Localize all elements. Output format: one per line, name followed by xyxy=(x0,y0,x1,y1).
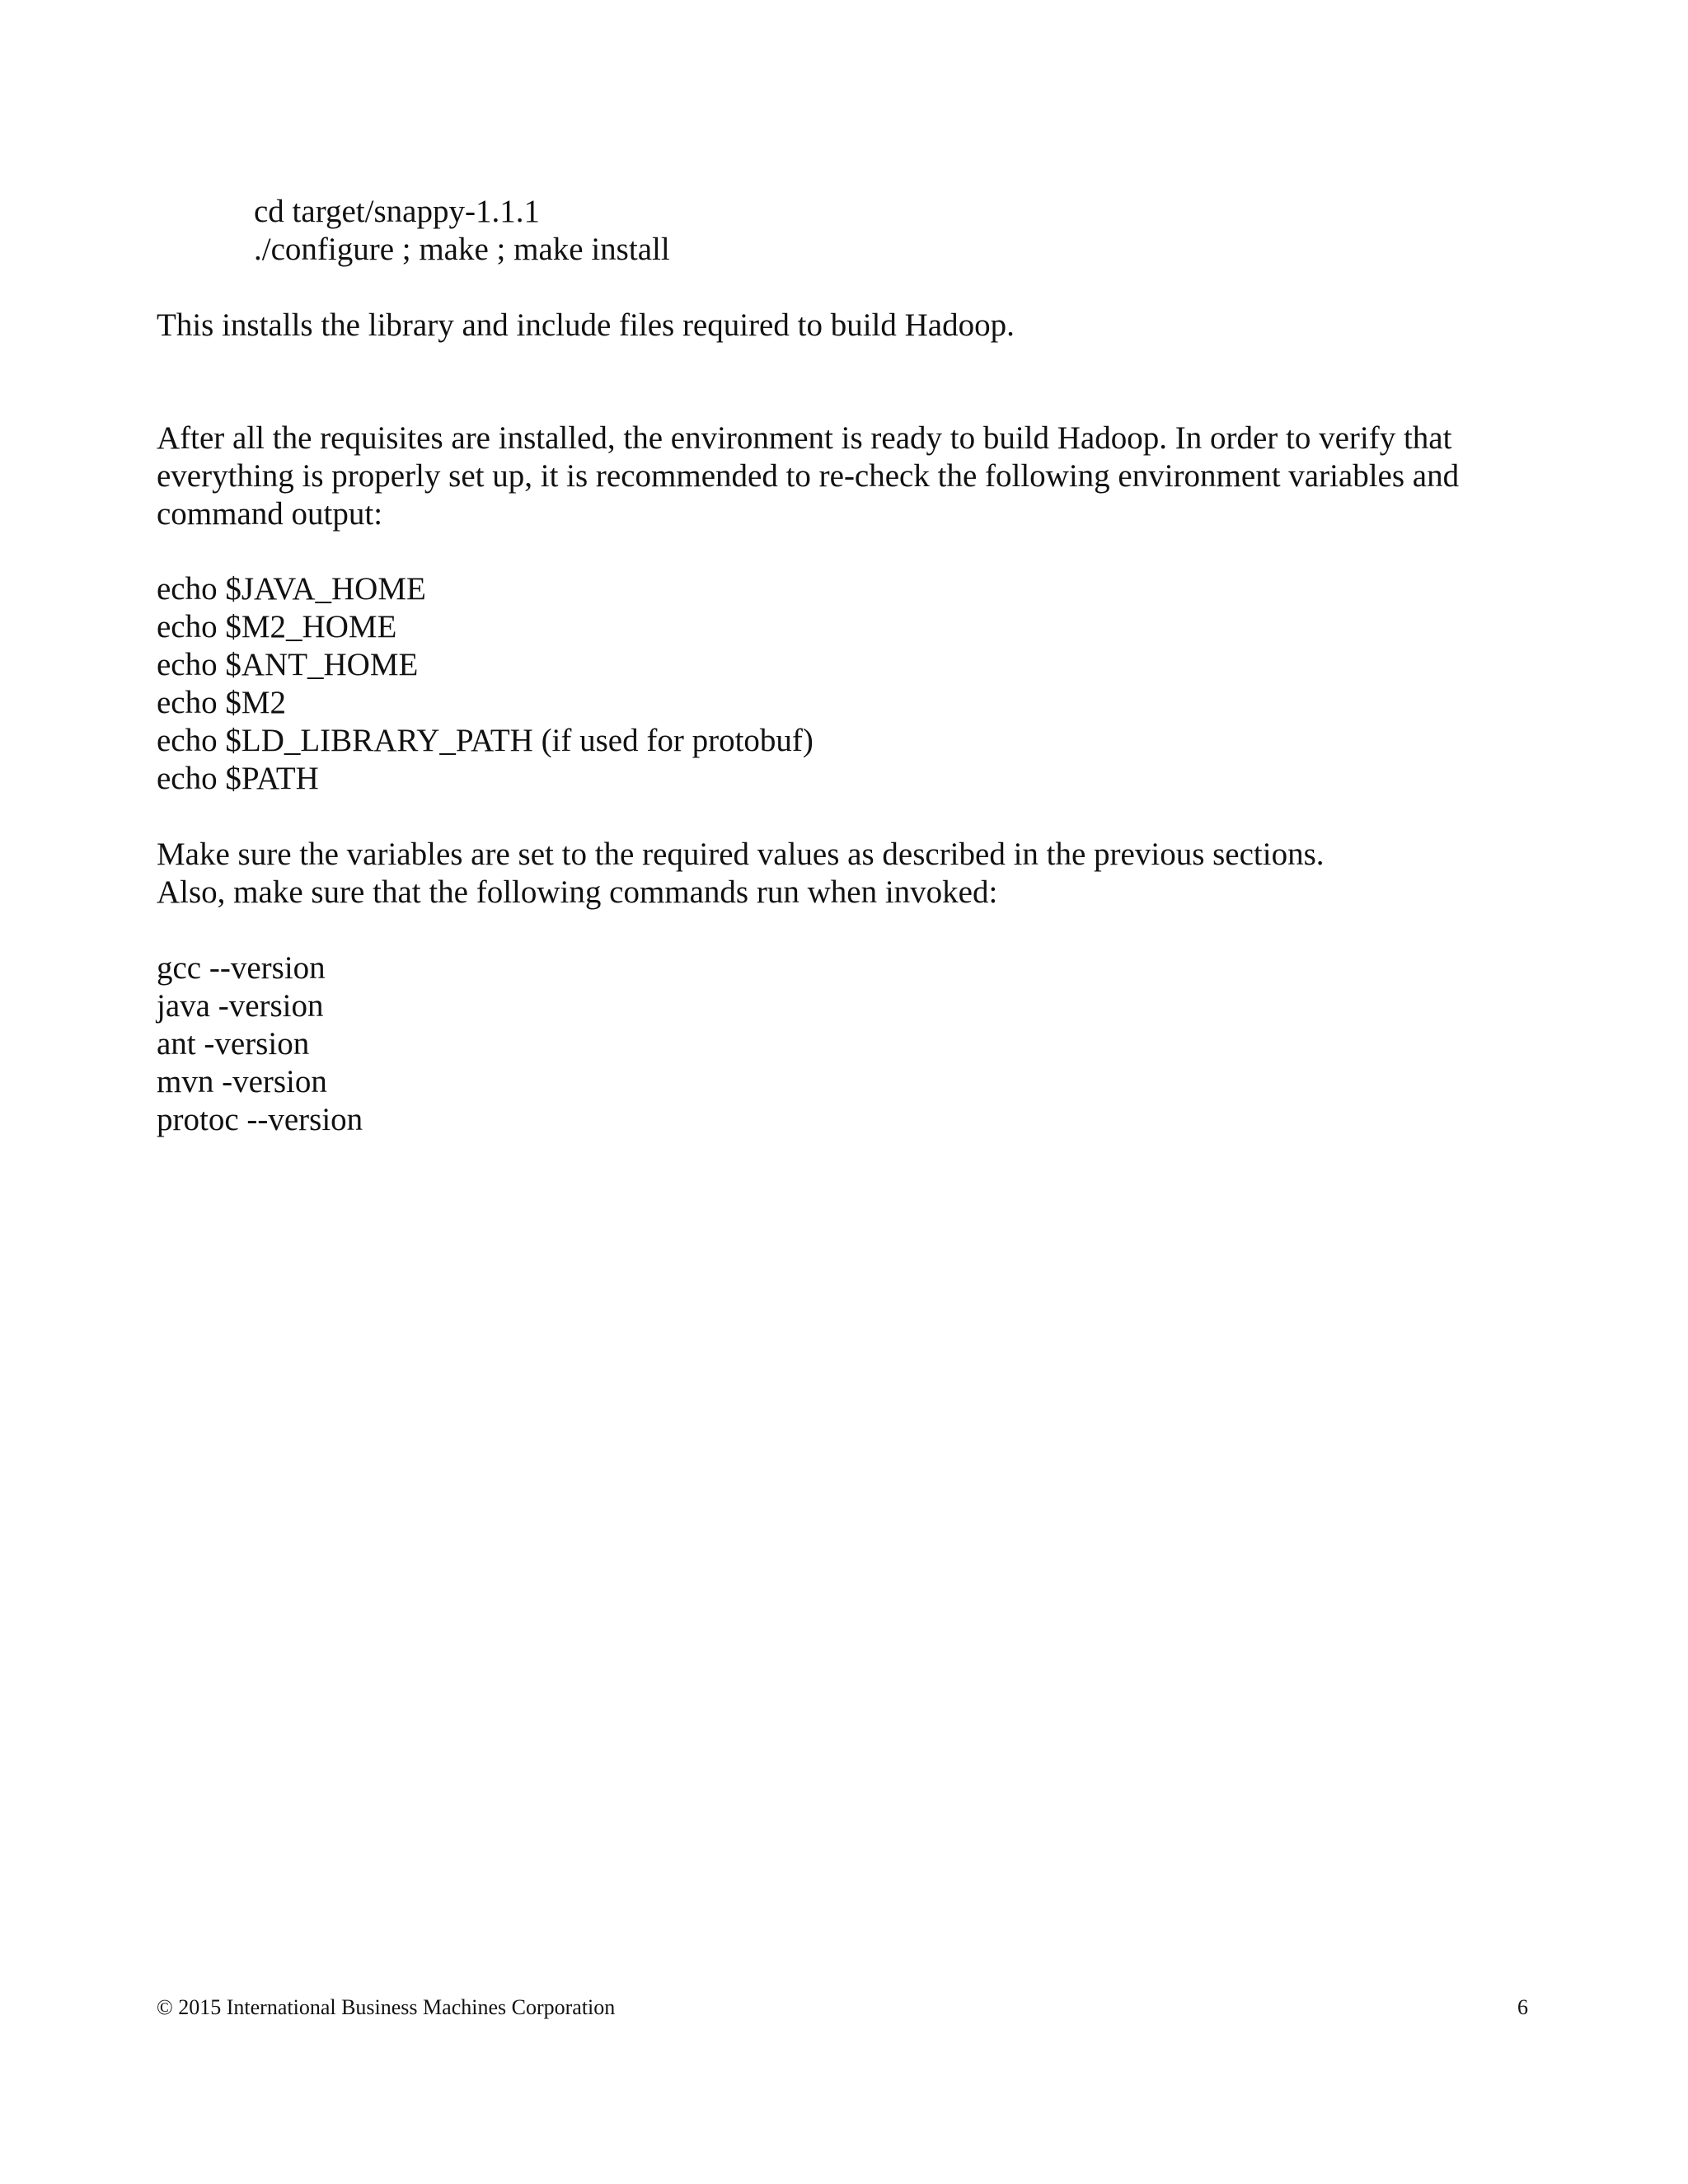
command-line: ./configure ; make ; make install xyxy=(254,232,670,267)
command-line: java -version xyxy=(157,988,324,1024)
command-line: mvn -version xyxy=(157,1064,327,1099)
command-line: echo $PATH xyxy=(157,761,319,796)
paragraph-line: Also, make sure that the following commands run when invoked: xyxy=(157,874,998,910)
footer-page-number: 6 xyxy=(1517,1995,1528,2019)
paragraph-line: Make sure the variables are set to the required values as described in the previous sections. xyxy=(157,837,1325,872)
paragraph-text: This installs the library and include files required to build Hadoop. xyxy=(157,307,1015,343)
footer-copyright: © 2015 International Business Machines Corporation xyxy=(157,1995,616,2019)
command-line: echo $M2 xyxy=(157,685,287,720)
paragraph-line: everything is properly set up, it is recommended to re-check the following environment variables and xyxy=(157,458,1460,494)
version-commands xyxy=(157,949,1541,1139)
paragraph-line: After all the requisites are installed, the environment is ready to build Hadoop. In order to verify that xyxy=(157,420,1452,456)
command-line: ant -version xyxy=(157,1026,310,1062)
command-line: gcc --version xyxy=(157,950,326,986)
paragraph-line: command output: xyxy=(157,496,383,532)
command-line: echo $M2_HOME xyxy=(157,609,397,644)
install-paragraph xyxy=(157,307,1541,344)
command-line: echo $JAVA_HOME xyxy=(157,571,426,607)
command-line: protoc --version xyxy=(157,1102,363,1137)
command-line: cd target/snappy-1.1.1 xyxy=(254,194,540,229)
verify-paragraph xyxy=(157,419,1541,533)
check-paragraph xyxy=(157,836,1541,912)
env-variable-commands xyxy=(157,570,1541,798)
snappy-build-commands xyxy=(254,193,1639,269)
command-line: echo $ANT_HOME xyxy=(157,647,419,682)
command-line: echo $LD_LIBRARY_PATH (if used for protobuf) xyxy=(157,723,814,758)
